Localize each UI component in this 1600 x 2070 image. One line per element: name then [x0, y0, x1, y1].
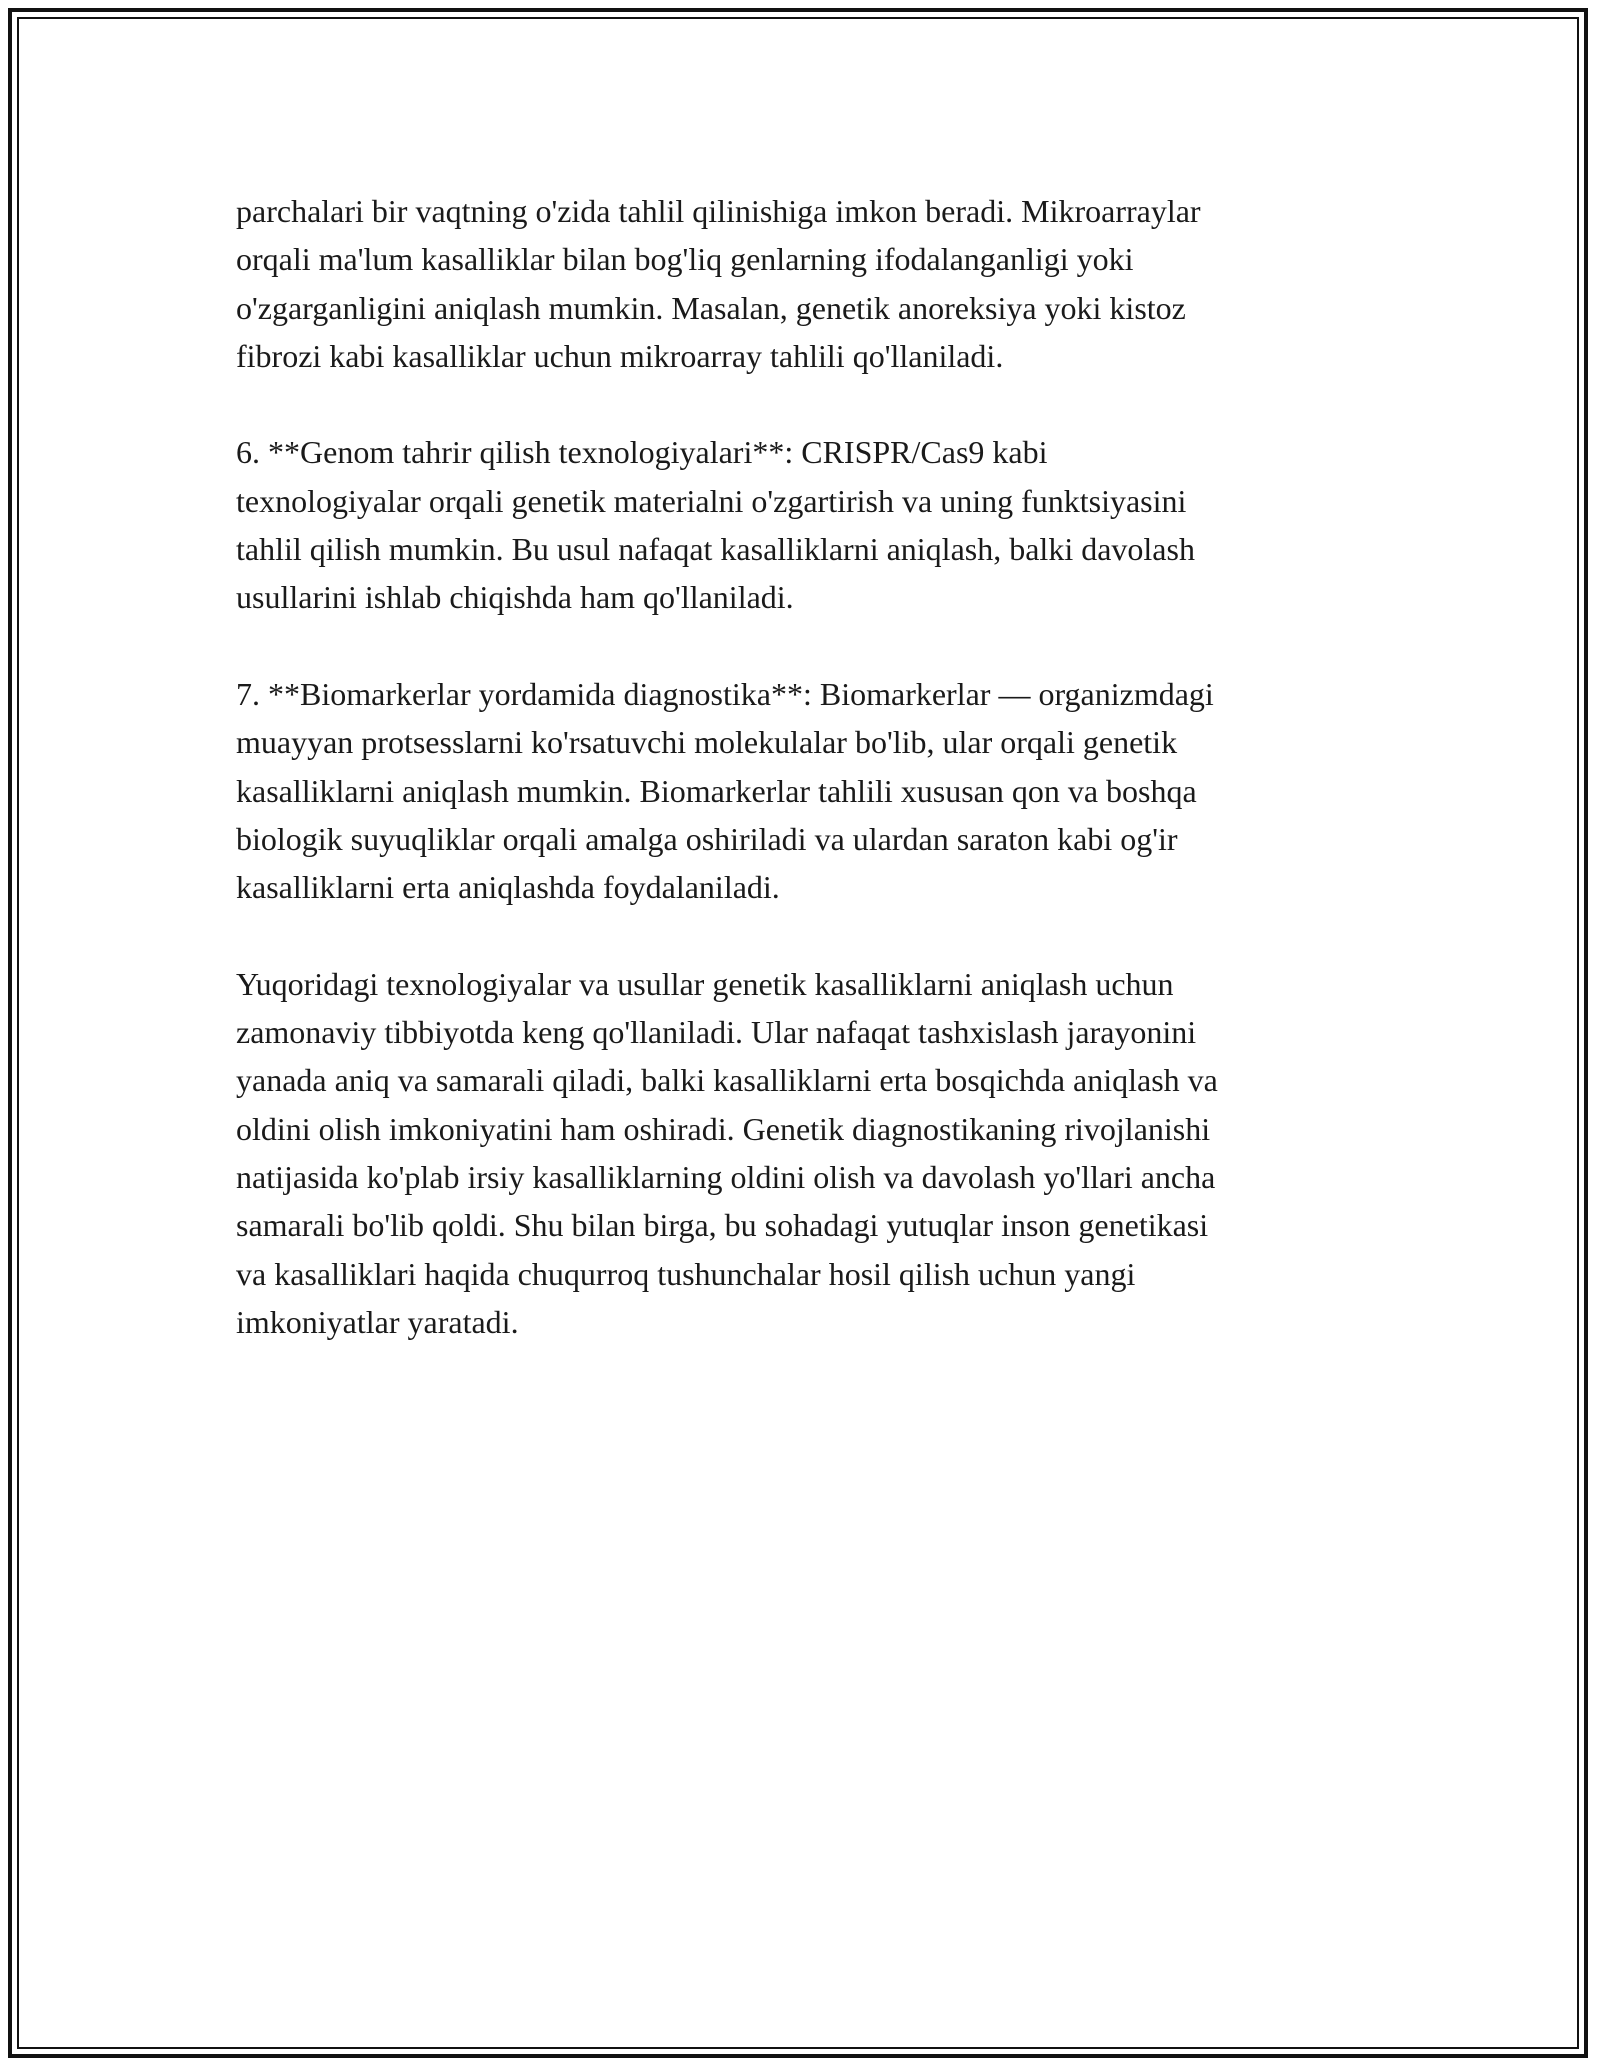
text-line: 7. **Biomarkerlar yordamida diagnostika**: Biomarkerlar — organizmdagi: [236, 675, 1214, 712]
paragraph-microarray: [236, 187, 1376, 380]
text-line: biologik suyuqliklar orqali amalga oshiriladi va ulardan saraton kabi og'ir: [236, 820, 1178, 857]
text-line: yanada aniq va samarali qiladi, balki kasalliklarni erta bosqichda aniqlash va: [236, 1062, 1218, 1099]
text-line: kasalliklarni aniqlash mumkin. Biomarkerlar tahlili xususan qon va boshqa: [236, 772, 1197, 809]
text-line: natijasida ko'plab irsiy kasalliklarning oldini olish va davolash yo'llari ancha: [236, 1158, 1216, 1195]
text-line: imkoniyatlar yaratadi.: [236, 1303, 519, 1340]
text-line: zamonaviy tibbiyotda keng qo'llaniladi. Ular nafaqat tashxislash jarayonini: [236, 1014, 1197, 1051]
text-line: texnologiyalar orqali genetik materialni o'zgartirish va uning funktsiyasini: [236, 482, 1187, 519]
text-line: o'zgarganligini aniqlash mumkin. Masalan, genetik anoreksiya yoki kistoz: [236, 289, 1186, 326]
text-line: fibrozi kabi kasalliklar uchun mikroarray tahlili qo'llaniladi.: [236, 337, 1004, 374]
text-line: va kasalliklari haqida chuqurroq tushunchalar hosil qilish uchun yangi: [236, 1255, 1136, 1292]
text-line: 6. **Genom tahrir qilish texnologiyalari**: CRISPR/Cas9 kabi: [236, 434, 1048, 471]
text-line: orqali ma'lum kasalliklar bilan bog'liq genlarning ifodalanganligi yoki: [236, 241, 1134, 278]
paragraph-conclusion: [236, 960, 1376, 1346]
text-line: parchalari bir vaqtning o'zida tahlil qilinishiga imkon beradi. Mikroarraylar: [236, 193, 1201, 229]
text-line: muayyan protsesslarni ko'rsatuvchi molekulalar bo'lib, ular orqali genetik: [236, 724, 1178, 761]
text-line: oldini olish imkoniyatini ham oshiradi. Genetik diagnostikaning rivojlanishi: [236, 1110, 1211, 1147]
text-line: Yuqoridagi texnologiyalar va usullar genetik kasalliklarni aniqlash uchun: [236, 965, 1174, 1002]
document-body: [236, 187, 1376, 1394]
text-line: usullarini ishlab chiqishda ham qo'llaniladi.: [236, 579, 794, 616]
paragraph-genome-editing: [236, 428, 1376, 621]
paragraph-biomarkers: [236, 670, 1376, 911]
text-line: tahlil qilish mumkin. Bu usul nafaqat kasalliklarni aniqlash, balki davolash: [236, 531, 1195, 568]
text-line: samarali bo'lib qoldi. Shu bilan birga, bu sohadagi yutuqlar inson genetikasi: [236, 1207, 1209, 1244]
text-line: kasalliklarni erta aniqlashda foydalaniladi.: [236, 869, 780, 906]
